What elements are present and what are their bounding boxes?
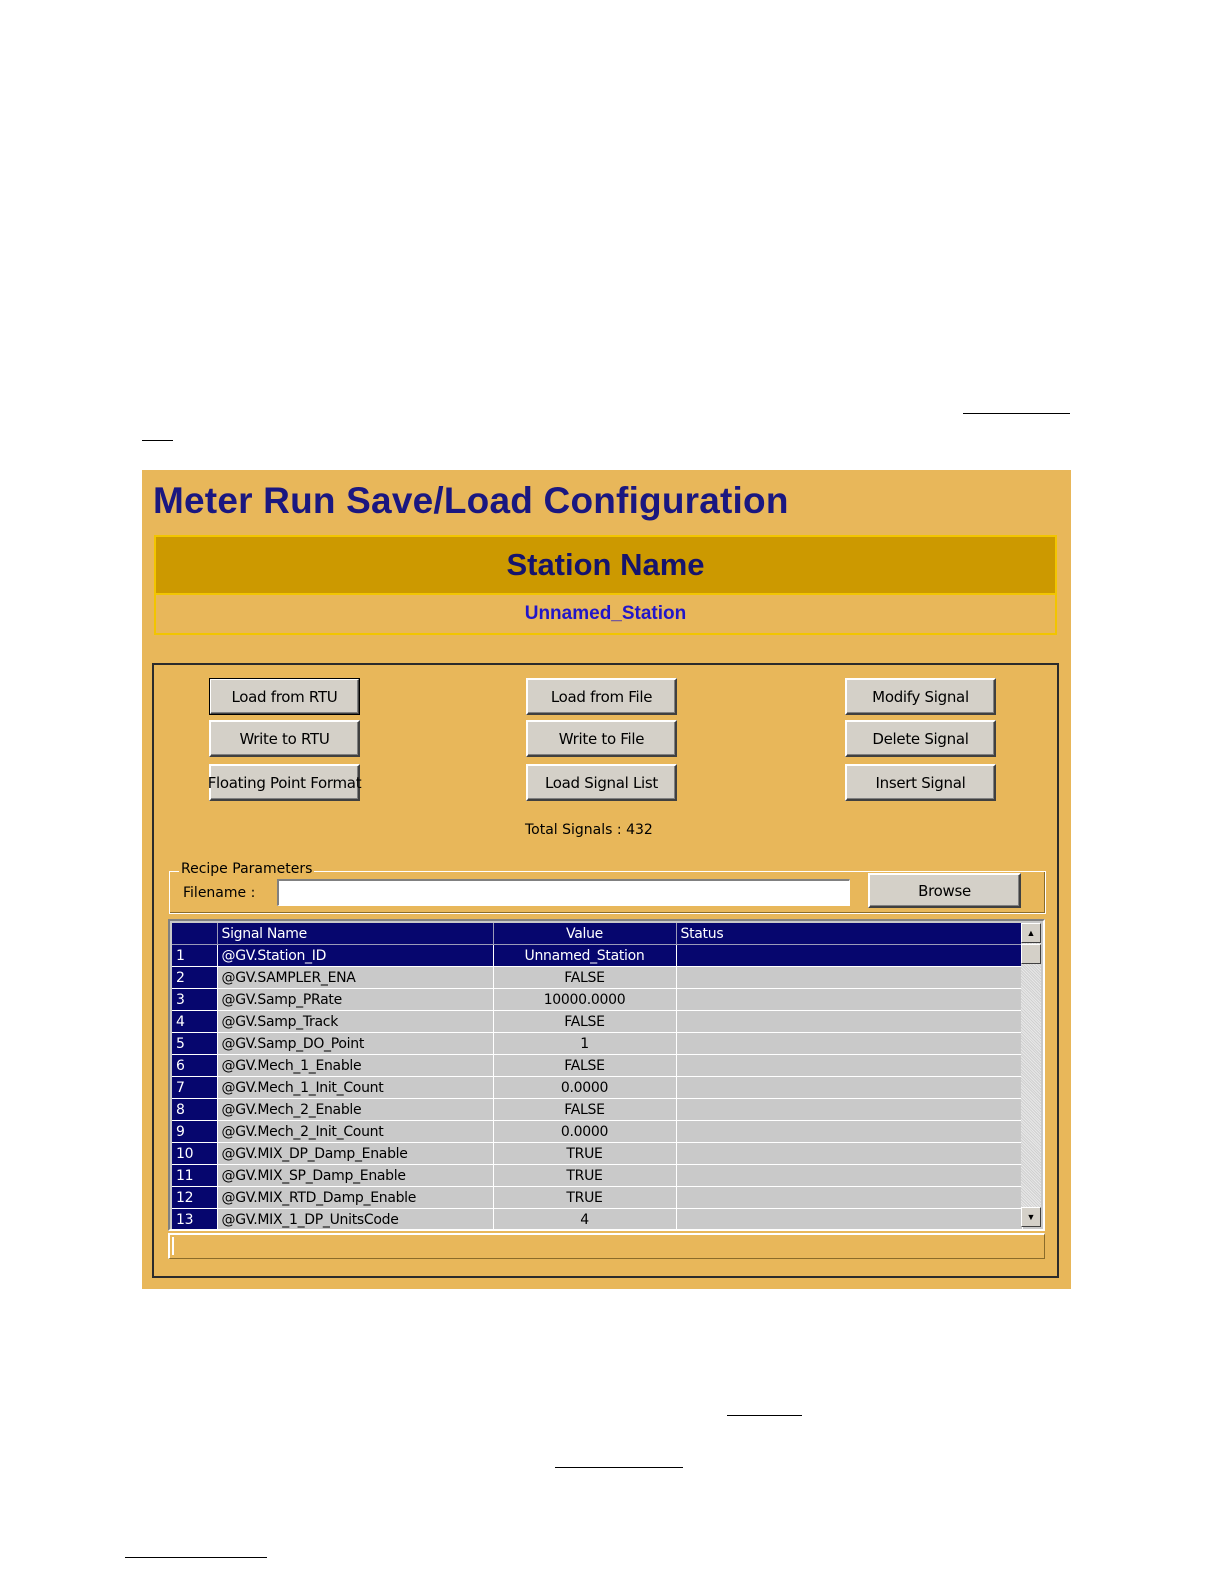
arrow-up-icon[interactable]: ▲ <box>1021 923 1041 943</box>
signal-table <box>172 923 1023 1231</box>
signal-name-cell[interactable]: @GV.Mech_2_Init_Count <box>217 1121 493 1143</box>
value-cell[interactable]: TRUE <box>493 1143 676 1165</box>
load-signal-list-button[interactable]: Load Signal List <box>526 764 677 801</box>
table-row[interactable] <box>172 1011 1022 1033</box>
control-frame <box>152 663 1059 1278</box>
document-rule <box>142 440 173 441</box>
status-cell[interactable] <box>676 1099 1022 1121</box>
status-bar <box>168 1233 1045 1259</box>
signal-name-cell[interactable]: @GV.MIX_DP_Damp_Enable <box>217 1143 493 1165</box>
write-to-file-button[interactable]: Write to File <box>526 720 677 757</box>
vertical-scrollbar[interactable] <box>1021 923 1041 1227</box>
insert-signal-button[interactable]: Insert Signal <box>845 764 996 801</box>
value-cell[interactable]: 0.0000 <box>493 1077 676 1099</box>
value-cell[interactable]: TRUE <box>493 1187 676 1209</box>
value-cell[interactable]: 0.0000 <box>493 1121 676 1143</box>
document-rule <box>963 413 1070 414</box>
status-cell[interactable] <box>676 1033 1022 1055</box>
station-name-header: Station Name <box>156 537 1055 595</box>
delete-signal-button[interactable]: Delete Signal <box>845 720 996 757</box>
row-number-cell[interactable]: 13 <box>172 1209 217 1231</box>
column-header-signal-name[interactable]: Signal Name <box>217 923 493 945</box>
row-number-cell[interactable]: 6 <box>172 1055 217 1077</box>
signal-name-cell[interactable]: @GV.Mech_2_Enable <box>217 1099 493 1121</box>
table-row[interactable] <box>172 1143 1022 1165</box>
signal-name-cell[interactable]: @GV.MIX_RTD_Damp_Enable <box>217 1187 493 1209</box>
document-rule <box>125 1557 267 1558</box>
status-cell[interactable] <box>676 1143 1022 1165</box>
status-cell[interactable] <box>676 1055 1022 1077</box>
total-signals-label: Total Signals : 432 <box>525 822 653 838</box>
row-number-cell[interactable]: 9 <box>172 1121 217 1143</box>
status-cell[interactable] <box>676 1187 1022 1209</box>
load-from-file-button[interactable]: Load from File <box>526 678 677 715</box>
table-row[interactable] <box>172 1165 1022 1187</box>
document-rule <box>555 1467 683 1468</box>
column-header-value[interactable]: Value <box>493 923 676 945</box>
signal-name-cell[interactable]: @GV.Mech_1_Enable <box>217 1055 493 1077</box>
column-header-row-number[interactable] <box>172 923 217 945</box>
row-number-cell[interactable]: 7 <box>172 1077 217 1099</box>
station-name-box <box>154 535 1057 635</box>
table-row[interactable] <box>172 967 1022 989</box>
row-number-cell[interactable]: 8 <box>172 1099 217 1121</box>
signal-name-cell[interactable]: @GV.Station_ID <box>217 945 493 967</box>
document-rule <box>727 1415 802 1416</box>
value-cell[interactable]: FALSE <box>493 967 676 989</box>
table-row[interactable] <box>172 1187 1022 1209</box>
modify-signal-button[interactable]: Modify Signal <box>845 678 996 715</box>
signal-grid[interactable] <box>168 919 1045 1231</box>
filename-label: Filename : <box>183 885 256 901</box>
table-header-row <box>172 923 1022 945</box>
browse-button[interactable]: Browse <box>868 873 1021 908</box>
status-cell[interactable] <box>676 945 1022 967</box>
status-cell[interactable] <box>676 1209 1022 1231</box>
scrollbar-thumb[interactable] <box>1021 944 1041 964</box>
value-cell[interactable]: FALSE <box>493 1055 676 1077</box>
row-number-cell[interactable]: 1 <box>172 945 217 967</box>
row-number-cell[interactable]: 3 <box>172 989 217 1011</box>
signal-name-cell[interactable]: @GV.Samp_DO_Point <box>217 1033 493 1055</box>
value-cell[interactable]: Unnamed_Station <box>493 945 676 967</box>
row-number-cell[interactable]: 5 <box>172 1033 217 1055</box>
signal-name-cell[interactable]: @GV.Mech_1_Init_Count <box>217 1077 493 1099</box>
load-from-rtu-button[interactable]: Load from RTU <box>209 678 360 715</box>
table-row[interactable] <box>172 945 1022 967</box>
table-row[interactable] <box>172 1099 1022 1121</box>
meter-run-config-panel <box>142 470 1071 1289</box>
value-cell[interactable]: TRUE <box>493 1165 676 1187</box>
status-caret <box>172 1237 174 1255</box>
signal-name-cell[interactable]: @GV.MIX_SP_Damp_Enable <box>217 1165 493 1187</box>
status-cell[interactable] <box>676 1165 1022 1187</box>
row-number-cell[interactable]: 11 <box>172 1165 217 1187</box>
arrow-down-icon[interactable]: ▼ <box>1021 1207 1041 1227</box>
value-cell[interactable]: FALSE <box>493 1099 676 1121</box>
table-row[interactable] <box>172 989 1022 1011</box>
signal-name-cell[interactable]: @GV.Samp_PRate <box>217 989 493 1011</box>
signal-name-cell[interactable]: @GV.Samp_Track <box>217 1011 493 1033</box>
status-cell[interactable] <box>676 1011 1022 1033</box>
value-cell[interactable]: 4 <box>493 1209 676 1231</box>
column-header-status[interactable]: Status <box>676 923 1022 945</box>
filename-input[interactable] <box>277 879 850 906</box>
recipe-parameters-legend: Recipe Parameters <box>181 861 313 877</box>
table-row[interactable] <box>172 1209 1022 1231</box>
row-number-cell[interactable]: 10 <box>172 1143 217 1165</box>
table-row[interactable] <box>172 1121 1022 1143</box>
value-cell[interactable]: 10000.0000 <box>493 989 676 1011</box>
table-row[interactable] <box>172 1077 1022 1099</box>
status-cell[interactable] <box>676 967 1022 989</box>
signal-name-cell[interactable]: @GV.MIX_1_DP_UnitsCode <box>217 1209 493 1231</box>
status-cell[interactable] <box>676 989 1022 1011</box>
table-row[interactable] <box>172 1033 1022 1055</box>
status-cell[interactable] <box>676 1121 1022 1143</box>
write-to-rtu-button[interactable]: Write to RTU <box>209 720 360 757</box>
signal-name-cell[interactable]: @GV.SAMPLER_ENA <box>217 967 493 989</box>
row-number-cell[interactable]: 4 <box>172 1011 217 1033</box>
floating-point-format-button[interactable]: Floating Point Format <box>209 764 360 801</box>
table-row[interactable] <box>172 1055 1022 1077</box>
status-cell[interactable] <box>676 1077 1022 1099</box>
row-number-cell[interactable]: 12 <box>172 1187 217 1209</box>
value-cell[interactable]: 1 <box>493 1033 676 1055</box>
value-cell[interactable]: FALSE <box>493 1011 676 1033</box>
station-name-value: Unnamed_Station <box>524 603 687 624</box>
page-title: Meter Run Save/Load Configuration <box>153 480 789 521</box>
row-number-cell[interactable]: 2 <box>172 967 217 989</box>
